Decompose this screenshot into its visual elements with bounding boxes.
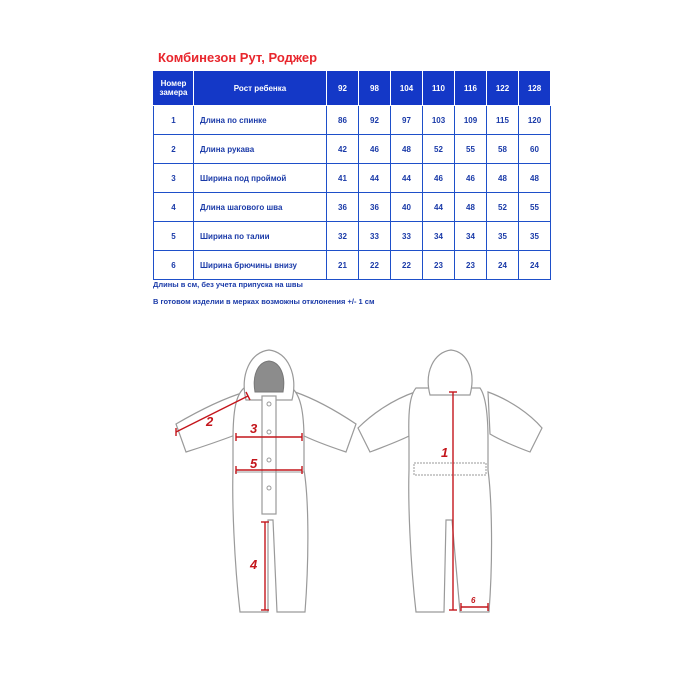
cell-value: 120 xyxy=(519,106,551,135)
cell-value: 42 xyxy=(327,135,359,164)
row-name: Длина рукава xyxy=(194,135,327,164)
cell-value: 33 xyxy=(391,222,423,251)
cell-value: 58 xyxy=(487,135,519,164)
cell-value: 52 xyxy=(423,135,455,164)
row-number: 3 xyxy=(154,164,194,193)
front-view-drawing xyxy=(176,350,356,612)
row-number: 5 xyxy=(154,222,194,251)
row-number: 4 xyxy=(154,193,194,222)
back-body-outline xyxy=(409,388,492,612)
cell-value: 23 xyxy=(423,251,455,280)
cell-value: 60 xyxy=(519,135,551,164)
cell-value: 55 xyxy=(455,135,487,164)
measurement-label-1: 1 xyxy=(441,445,449,460)
cell-value: 21 xyxy=(327,251,359,280)
cell-value: 109 xyxy=(455,106,487,135)
cell-value: 48 xyxy=(391,135,423,164)
cell-value: 35 xyxy=(487,222,519,251)
cell-value: 33 xyxy=(359,222,391,251)
cell-value: 40 xyxy=(391,193,423,222)
back-hood-outline xyxy=(428,350,472,395)
cell-value: 52 xyxy=(487,193,519,222)
cell-value: 32 xyxy=(327,222,359,251)
cell-value: 103 xyxy=(423,106,455,135)
cell-value: 46 xyxy=(359,135,391,164)
cell-value: 97 xyxy=(391,106,423,135)
row-number: 2 xyxy=(154,135,194,164)
cell-value: 46 xyxy=(423,164,455,193)
back-view-drawing xyxy=(358,350,542,612)
row-name: Ширина брючины внизу xyxy=(194,251,327,280)
cell-value: 46 xyxy=(455,164,487,193)
cell-value: 36 xyxy=(359,193,391,222)
measurement-label-4: 4 xyxy=(250,557,258,572)
cell-value: 34 xyxy=(423,222,455,251)
row-name: Длина по спинке xyxy=(194,106,327,135)
row-name: Длина шагового шва xyxy=(194,193,327,222)
cell-value: 48 xyxy=(455,193,487,222)
row-name: Ширина под проймой xyxy=(194,164,327,193)
row-number: 6 xyxy=(154,251,194,280)
header-child-height: Рост ребенка xyxy=(194,71,327,106)
cell-value: 22 xyxy=(359,251,391,280)
cell-value: 24 xyxy=(487,251,519,280)
cell-value: 34 xyxy=(455,222,487,251)
note-tolerance: В готовом изделии в мерках возможны отклонения +/- 1 см xyxy=(153,297,375,306)
cell-value: 44 xyxy=(423,193,455,222)
header-size: 122 xyxy=(487,71,519,106)
cell-value: 48 xyxy=(487,164,519,193)
cell-value: 36 xyxy=(327,193,359,222)
cell-value: 44 xyxy=(359,164,391,193)
cell-value: 86 xyxy=(327,106,359,135)
header-size: 116 xyxy=(455,71,487,106)
cell-value: 55 xyxy=(519,193,551,222)
back-right-sleeve xyxy=(488,392,542,452)
back-elastic-waistband xyxy=(414,463,486,475)
row-name: Ширина по талии xyxy=(194,222,327,251)
header-size: 128 xyxy=(519,71,551,106)
cell-value: 48 xyxy=(519,164,551,193)
cell-value: 44 xyxy=(391,164,423,193)
measurement-label-6: 6 xyxy=(471,596,476,605)
cell-value: 35 xyxy=(519,222,551,251)
measurement-label-5: 5 xyxy=(250,456,258,471)
header-size: 98 xyxy=(359,71,391,106)
header-measure-number: Номер замера xyxy=(154,71,194,106)
cell-value: 41 xyxy=(327,164,359,193)
measurement-label-2: 2 xyxy=(206,414,214,429)
cell-value: 22 xyxy=(391,251,423,280)
cell-value: 24 xyxy=(519,251,551,280)
cell-value: 23 xyxy=(455,251,487,280)
header-size: 110 xyxy=(423,71,455,106)
header-size: 104 xyxy=(391,71,423,106)
back-left-sleeve xyxy=(358,392,415,452)
row-number: 1 xyxy=(154,106,194,135)
front-zipper-placket xyxy=(262,396,276,514)
header-size: 92 xyxy=(327,71,359,106)
note-units: Длины в см, без учета припуска на швы xyxy=(153,280,303,289)
cell-value: 92 xyxy=(359,106,391,135)
cell-value: 115 xyxy=(487,106,519,135)
page-title: Комбинезон Рут, Роджер xyxy=(158,50,318,65)
measurement-label-3: 3 xyxy=(250,421,258,436)
